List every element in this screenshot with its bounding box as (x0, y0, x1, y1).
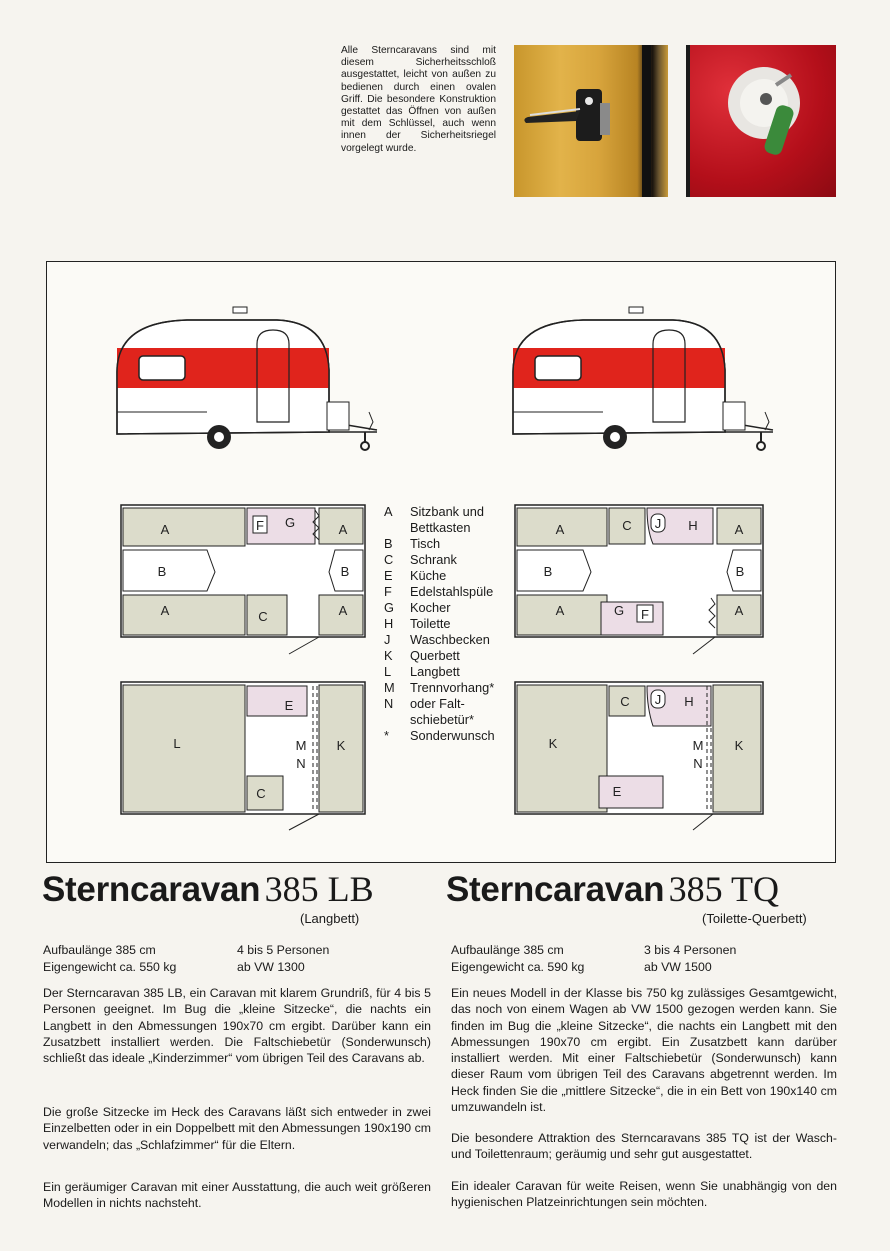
legend-key: B (384, 536, 393, 551)
tqn-e: E (612, 784, 622, 799)
tq-h: H (688, 518, 698, 533)
spec-lb-left (43, 942, 176, 975)
legend-label: Kocher (410, 600, 451, 615)
legend-label: Trennvorhang* (410, 680, 495, 695)
body-tq-p3: Ein idealer Caravan für weite Reisen, wenn Sie unabhängig von den hygienischen Platzeinrichtungen sein möchten. (451, 1179, 837, 1210)
body-tq-p1: Ein neues Modell in der Klasse bis 750 kg zulässiges Gesamtgewicht, das noch von einem Wagen ab VW 1500 gezogen werden kann. Sie finden im Bug die „kleine Sitzecke“, die nachts ein Langbett mit den Abmessungen 190x70 cm ergibt. Ein Zusatzbett kann darüber installiert werden. Mit einer Faltschiebetür (Sonderwunsch) kann dieser Raum vom übrigen Teil des Caravans abgetrennt werden. Im Heck finden Sie die „mittlere Sitzecke“, die in ein Bett von 190x140 cm umzuwandeln ist. (451, 986, 837, 1115)
spec-lb-right (237, 942, 329, 975)
body-lb-p2: Die große Sitzecke im Heck des Caravans läßt sich entweder in zwei Einzelbetten oder in ein Doppelbett mit den Abmessungen 190x190 cm verwandeln; das „Schlafzimmer“ für die Eltern. (43, 1105, 431, 1152)
lbn-n: N (296, 756, 306, 771)
legend-key: N (384, 696, 394, 711)
spec-lb-vehicle: ab VW 1300 (237, 959, 305, 974)
plan-lb-night (121, 682, 365, 830)
plan-lb-day (121, 505, 365, 654)
spec-lb-length: Aufbaulänge 385 cm (43, 943, 156, 957)
legend-key: H (384, 616, 394, 631)
lock-description: Alle Sterncaravans sind mit diesem Sicherheitsschloß ausgestattet, leicht von außen zu bedienen durch einen ovalen Griff. Die besondere Konstruktion gestattet das Öffnen von außen mit dem Schlüssel, auch wenn innen der Sicherheitsriegel vorgelegt wurde. (341, 45, 496, 154)
spec-tq-length: Aufbaulänge 385 cm (451, 943, 564, 957)
legend (384, 504, 514, 754)
legend-key: J (384, 632, 391, 647)
tqn-n: N (693, 756, 703, 771)
lb-b2: B (340, 564, 350, 579)
title-tq (446, 868, 779, 910)
lb-c: C (258, 609, 268, 624)
spec-lb-persons: 4 bis 5 Personen (237, 943, 330, 957)
title-tq-name: Sterncaravan (446, 870, 665, 909)
door-handle-icon (514, 45, 668, 197)
tqn-h: H (684, 694, 694, 709)
lb-b1: B (157, 564, 167, 579)
legend-label: Sonderwunsch (410, 728, 495, 743)
legend-key: K (384, 648, 393, 663)
legend-key: * (384, 728, 389, 743)
tq-g: G (613, 603, 625, 618)
tq-a2: A (734, 522, 744, 537)
spec-tq-left (451, 942, 584, 975)
legend-label: oder Falt- (410, 696, 465, 711)
key-lock-photo (686, 45, 836, 197)
legend-label: Querbett (410, 648, 460, 663)
body-lb-p1: Der Sterncaravan 385 LB, ein Caravan mit klarem Grundriß, für 4 bis 5 Personen geeignet. Im Bug die „kleine Sitzecke“, die nachts ein Langbett in den Abmessungen 190x70 cm ergibt. Darüber kann ein Zusatzbett installiert werden. Die Faltschiebetür (Sonderwunsch) schließt das ideale „Kinderzimmer“ vom übrigen Teil des Caravans ab. (43, 986, 431, 1066)
body-tq-p2: Die besondere Attraktion des Sterncaravans 385 TQ ist der Wasch- und Toilettenraum; geräumig und sehr gut ausgestattet. (451, 1131, 837, 1162)
lb-g: G (284, 515, 296, 530)
tqn-k2: K (734, 738, 744, 753)
lbn-l: L (173, 736, 181, 751)
tq-f: F (641, 607, 649, 622)
tqn-k1: K (548, 736, 558, 751)
legend-label: Edelstahlspüle (410, 584, 494, 599)
tq-a3: A (555, 603, 565, 618)
lb-a4: A (338, 603, 348, 618)
lbn-c: C (256, 786, 266, 801)
lb-a1: A (160, 522, 170, 537)
tq-j: J (654, 516, 662, 531)
legend-label: Tisch (410, 536, 441, 551)
legend-label: schiebetür* (410, 712, 475, 727)
legend-key: F (384, 584, 392, 599)
spec-tq-vehicle: ab VW 1500 (644, 959, 712, 974)
legend-label: Schrank (410, 552, 457, 567)
legend-key: G (384, 600, 394, 615)
caravan-tq-side-view (513, 307, 773, 450)
lbn-m: M (295, 738, 307, 753)
spec-lb-weight: Eigengewicht ca. 550 kg (43, 959, 177, 974)
lbn-k: K (336, 738, 346, 753)
floor-plan-panel (46, 261, 836, 863)
spec-tq-right (644, 942, 736, 975)
legend-label: Langbett (410, 664, 460, 679)
title-lb-number: 385 LB (264, 869, 374, 909)
lb-a2: A (338, 522, 348, 537)
caravan-lb-side-view (117, 307, 377, 450)
legend-key: C (384, 552, 394, 567)
plan-tq-night (515, 682, 763, 830)
tq-a4: A (734, 603, 744, 618)
legend-label: Sitzbank und (410, 504, 484, 519)
legend-label: Küche (410, 568, 447, 583)
plan-tq-day (515, 505, 763, 654)
spec-tq-weight: Eigengewicht ca. 590 kg (451, 959, 585, 974)
body-lb-p3: Ein geräumiger Caravan mit einer Ausstattung, die auch weit größeren Modellen in nichts nachsteht. (43, 1180, 431, 1211)
key-lock-icon (686, 45, 836, 197)
tqn-j: J (654, 692, 662, 707)
title-lb-name: Sterncaravan (42, 870, 261, 909)
spec-tq-persons: 3 bis 4 Personen (644, 943, 737, 957)
subtitle-tq: (Toilette-Querbett) (702, 911, 807, 926)
subtitle-lb: (Langbett) (300, 911, 360, 926)
legend-key: E (384, 568, 393, 583)
legend-label: Bettkasten (410, 520, 471, 535)
lbn-e: E (284, 698, 294, 713)
legend-label: Toilette (410, 616, 451, 631)
tq-a1: A (555, 522, 565, 537)
lb-f: F (256, 518, 264, 533)
tq-b2: B (735, 564, 745, 579)
tq-c: C (622, 518, 632, 533)
legend-key: L (384, 664, 392, 679)
tq-b1: B (543, 564, 553, 579)
title-lb (42, 868, 374, 910)
legend-key: M (384, 680, 395, 695)
legend-label: Waschbecken (410, 632, 490, 647)
title-tq-number: 385 TQ (668, 869, 779, 909)
legend-key: A (384, 504, 393, 519)
door-handle-photo (514, 45, 668, 197)
tqn-m: M (692, 738, 704, 753)
tqn-c: C (620, 694, 630, 709)
lb-a3: A (160, 603, 170, 618)
